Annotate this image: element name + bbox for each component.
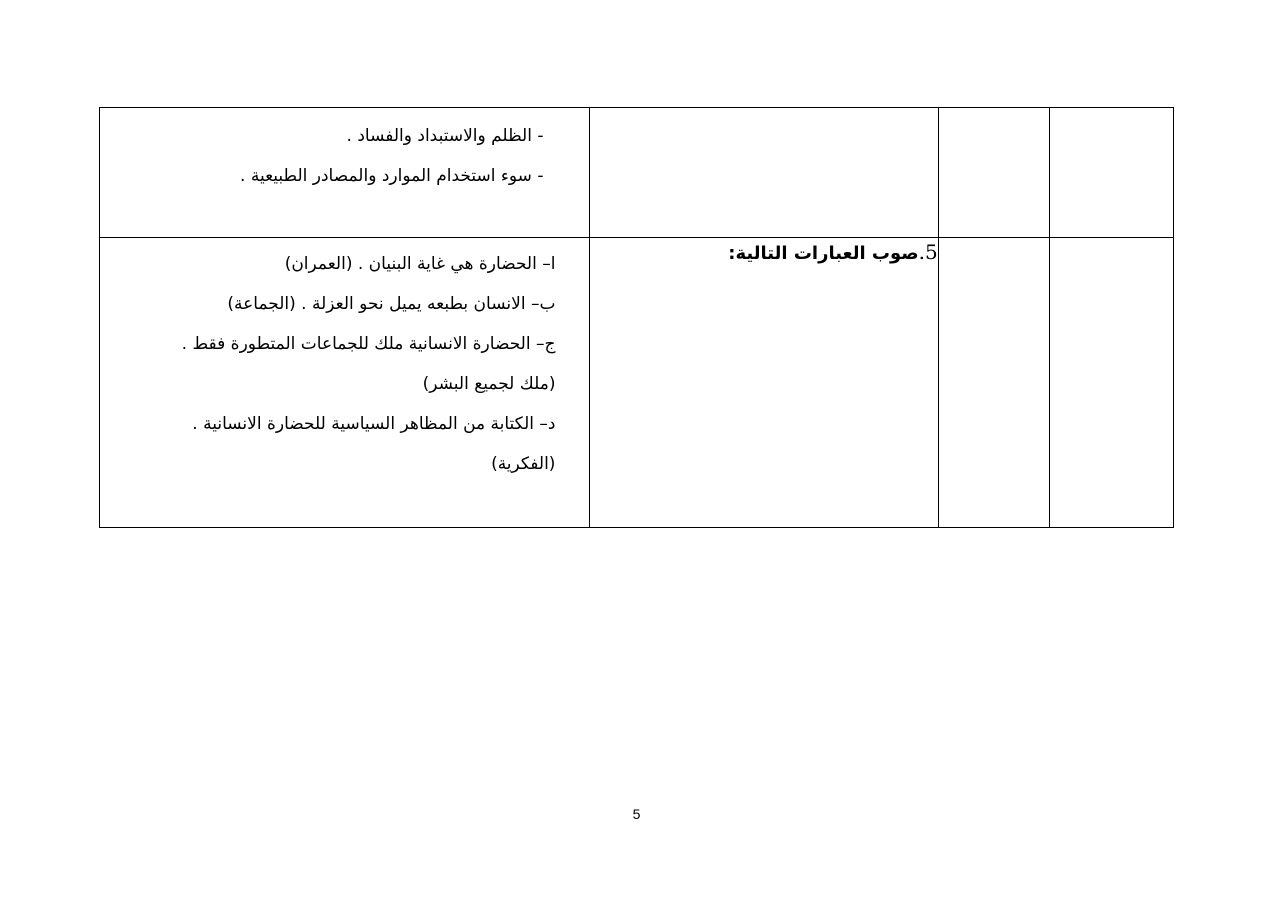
answer-line: (الفكرية) (491, 454, 556, 474)
answer-cell (100, 108, 590, 238)
answer-line: ج– الحضارة الانسانية ملك للجماعات المتطورة فقط . (181, 334, 556, 354)
answer-line: (ملك لجميع البشر) (422, 374, 556, 394)
page-number: 5 (632, 806, 641, 822)
empty-cell (938, 108, 1049, 238)
questions-table (99, 107, 1174, 528)
table-row (100, 108, 1174, 238)
answer-line: د– الكتابة من المظاهر السياسية للحضارة الانسانية . (192, 414, 556, 434)
answer-line: ب– الانسان بطبعه يميل نحو العزلة . (الجماعة) (227, 294, 556, 314)
question-text: صوب العبارات التالية: (728, 243, 919, 264)
empty-cell (1049, 108, 1173, 238)
answer-cell (100, 238, 590, 528)
table-row (100, 238, 1174, 528)
question-number: 5. (918, 240, 938, 264)
question-cell (590, 108, 938, 238)
empty-cell (938, 238, 1049, 528)
answer-line: ا– الحضارة هي غاية البنيان . (العمران) (284, 254, 556, 274)
answer-line: - الظلم والاستبداد والفساد . (346, 126, 544, 146)
question-cell (590, 238, 938, 528)
answer-line: - سوء استخدام الموارد والمصادر الطبيعية . (240, 166, 544, 186)
empty-cell (1049, 238, 1173, 528)
